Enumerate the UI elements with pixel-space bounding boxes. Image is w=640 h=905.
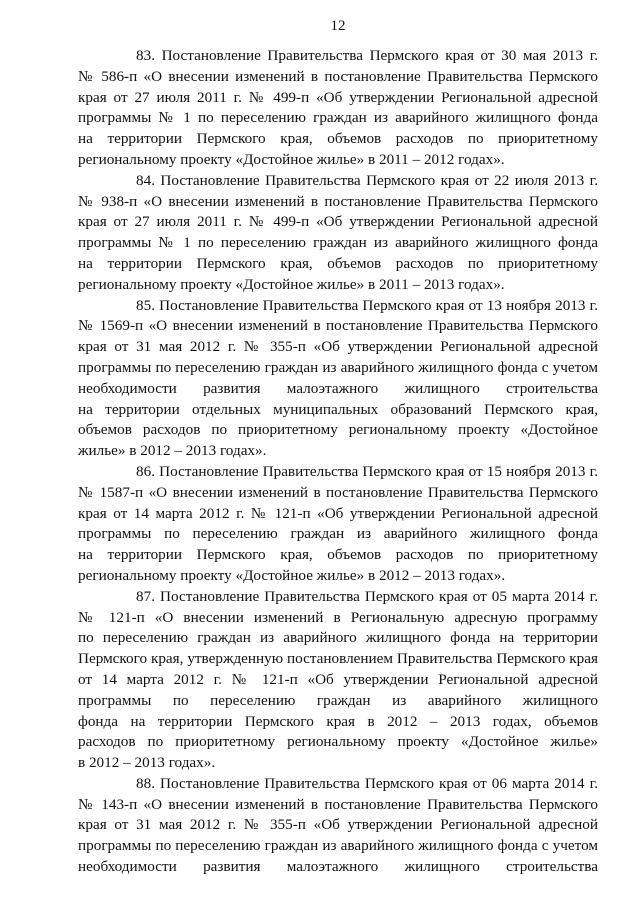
text-line: программы № 1 по переселению граждан из аварийного жилищного фонда xyxy=(78,109,598,127)
text-line: программы по переселению граждан из аварийного жилищного xyxy=(78,691,598,709)
paragraph-item xyxy=(78,46,598,171)
text-line: 84. Постановление Правительства Пермского края от 22 июля 2013 г. xyxy=(136,171,598,189)
text-line: края от 14 марта 2012 г. № 121-п «Об утверждении Региональной адресной xyxy=(78,504,598,522)
paragraph-item xyxy=(78,462,598,587)
text-line: программы по переселению граждан из аварийного жилищного фонда с учетом xyxy=(78,358,598,376)
text-line: необходимости развития малоэтажного жилищного строительства xyxy=(78,379,598,397)
text-line: 83. Постановление Правительства Пермского края от 30 мая 2013 г. xyxy=(136,47,598,64)
text-line: региональному проекту «Достойное жилье» в 2012 – 2013 годах». xyxy=(78,566,506,584)
text-line: на территории отдельных муниципальных образований Пермского края, xyxy=(78,400,598,418)
text-line: по переселению граждан из аварийного жилищного фонда на территории xyxy=(78,629,598,647)
text-line: жилье» в 2012 – 2013 годах». xyxy=(78,442,267,460)
text-line: объемов расходов по приоритетному региональному проекту «Достойное xyxy=(78,421,598,439)
text-line: № 938-п «О внесении изменений в постановление Правительства Пермского xyxy=(78,192,598,210)
text-line: Пермского края, утвержденную постановлением Правительства Пермского края xyxy=(78,650,598,668)
text-line: 87. Постановление Правительства Пермского края от 05 марта 2014 г. xyxy=(136,587,598,605)
text-line: необходимости развития малоэтажного жилищного строительства xyxy=(78,858,598,876)
document-body xyxy=(78,46,598,878)
text-line: № 121-п «О внесении изменений в Региональную адресную программу xyxy=(78,608,598,626)
text-line: № 1569-п «О внесении изменений в постановление Правительства Пермского xyxy=(78,317,598,335)
text-line: региональному проекту «Достойное жилье» в 2011 – 2013 годах». xyxy=(78,275,505,293)
text-line: края от 27 июля 2011 г. № 499-п «Об утверждении Региональной адресной xyxy=(78,88,598,106)
paragraph-item xyxy=(78,171,598,296)
paragraph-item xyxy=(78,774,598,878)
text-line: 86. Постановление Правительства Пермского края от 15 ноября 2013 г. xyxy=(136,462,598,480)
text-line: № 1587-п «О внесении изменений в постановление Правительства Пермского xyxy=(78,483,598,501)
page-number: 12 xyxy=(330,18,346,34)
text-line: от 14 марта 2012 г. № 121-п «Об утверждении Региональной адресной xyxy=(78,670,598,688)
text-line: 88. Постановление Правительства Пермского края от 06 марта 2014 г. xyxy=(136,774,598,792)
text-line: на территории Пермского края, объемов расходов по приоритетному xyxy=(78,254,598,272)
paragraph-item xyxy=(78,587,598,774)
text-line: в 2012 – 2013 годах». xyxy=(78,754,216,772)
text-line: программы по переселению граждан из аварийного жилищного фонда с учетом xyxy=(78,837,598,855)
text-line: края от 27 июля 2011 г. № 499-п «Об утверждении Региональной адресной xyxy=(78,213,598,231)
text-line: № 143-п «О внесении изменений в постановление Правительства Пермского xyxy=(78,795,598,813)
text-line: на территории Пермского края, объемов расходов по приоритетному xyxy=(78,130,598,148)
text-line: фонда на территории Пермского края в 2012 – 2013 годах, объемов xyxy=(78,712,598,730)
paragraph-item xyxy=(78,296,598,462)
text-line: края от 31 мая 2012 г. № 355-п «Об утверждении Региональной адресной xyxy=(78,338,598,356)
text-line: на территории Пермского края, объемов расходов по приоритетному xyxy=(78,546,598,564)
text-line: края от 31 мая 2012 г. № 355-п «Об утверждении Региональной адресной xyxy=(78,816,598,834)
text-line: региональному проекту «Достойное жилье» в 2011 – 2012 годах». xyxy=(78,150,505,168)
text-line: 85. Постановление Правительства Пермского края от 13 ноября 2013 г. xyxy=(136,296,598,314)
text-line: № 586-п «О внесении изменений в постановление Правительства Пермского xyxy=(78,67,598,85)
text-line: программы № 1 по переселению граждан из аварийного жилищного фонда xyxy=(78,234,598,252)
text-line: программы по переселению граждан из аварийного жилищного фонда xyxy=(78,525,598,543)
text-line: расходов по приоритетному региональному проекту «Достойное жилье» xyxy=(78,733,598,751)
